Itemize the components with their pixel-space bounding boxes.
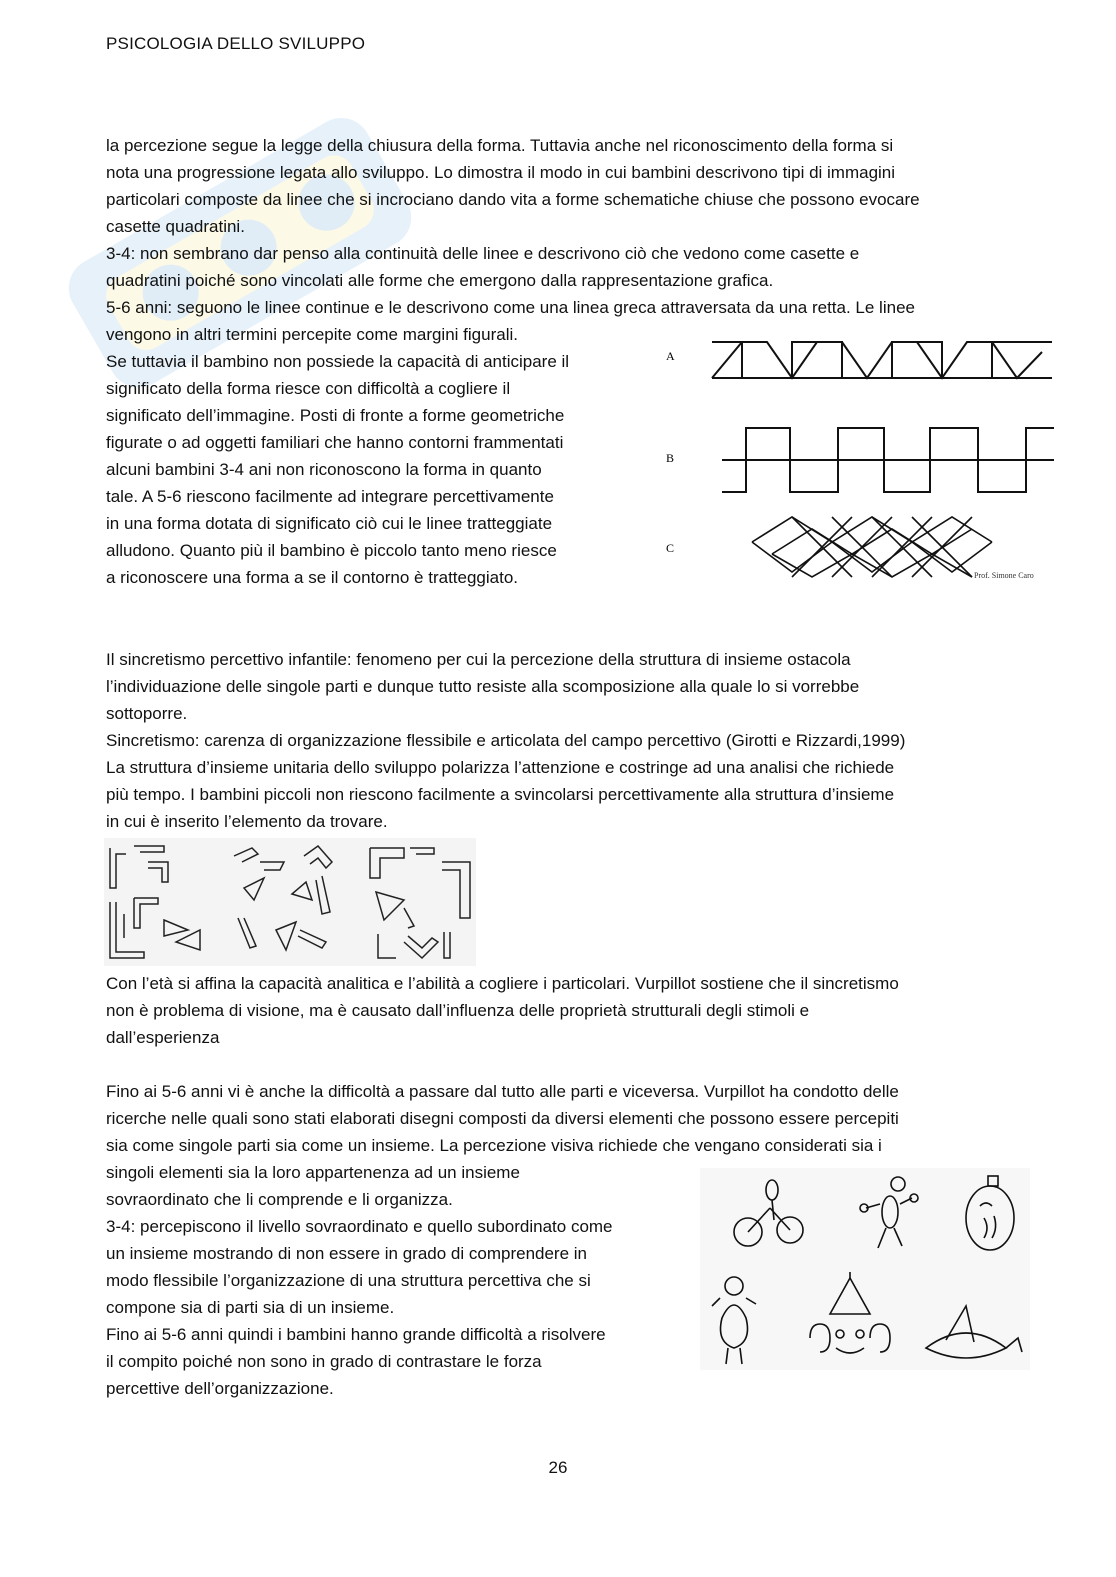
text-line: sovraordinato che li comprende e li organizza.: [106, 1190, 453, 1209]
text-line: un insieme mostrando di non essere in grado di comprendere in: [106, 1244, 587, 1263]
text-line: la percezione segue la legge della chiusura della forma. Tuttavia anche nel riconoscimento della forma si: [106, 136, 894, 155]
text-line: dall’esperienza: [106, 1028, 220, 1047]
text-line: quadratini poiché sono vincolati alle forme che emergono dalla rappresentazione grafica.: [106, 271, 774, 290]
text-line: a riconoscere una forma a se il contorno è tratteggiato.: [106, 568, 519, 587]
text-line: alcuni bambini 3-4 ani non riconoscono la forma in quanto: [106, 460, 542, 479]
text-line: figurate o ad oggetti familiari che hanno contorni frammentati: [106, 433, 564, 452]
text-line: La struttura d’insieme unitaria dello sviluppo polarizza l’attenzione e costringe ad una analisi che richiede: [106, 758, 895, 777]
text-line: in una forma dotata di significato ciò cui le linee tratteggiate: [106, 514, 553, 533]
paragraph-analytic-ability: [106, 970, 899, 1051]
paragraph-whole-parts: [106, 1078, 899, 1159]
text-line: sia come singole parti sia come un insieme. La percezione visiva richiede che vengano considerati sia i: [106, 1136, 882, 1155]
text-line: vengono in altri termini percepite come margini figurali.: [106, 325, 518, 344]
text-line: sottoporre.: [106, 704, 188, 723]
figure-fragmented-shapes: [104, 838, 476, 966]
pattern-a: [712, 342, 1052, 378]
figure-credit: Prof. Simone Caro: [974, 571, 1034, 580]
pattern-b: [722, 428, 1054, 492]
text-line: alludono. Quanto più il bambino è piccolo tanto meno riesce: [106, 541, 557, 560]
text-line: Fino ai 5-6 anni vi è anche la difficoltà a passare dal tutto alle parti e viceversa. Vurpillot ha condotto delle: [106, 1082, 899, 1101]
text-line: 3-4: non sembrano dar penso alla continuità delle linee e descrivono ciò che vedono come casette e: [106, 244, 860, 263]
figure-composite-drawings: [700, 1168, 1030, 1370]
text-line: modo flessibile l’organizzazione di una struttura percettiva che si: [106, 1271, 591, 1290]
text-line: tale. A 5-6 riescono facilmente ad integrare percettivamente: [106, 487, 554, 506]
figure-label-b: B: [666, 451, 675, 465]
figure-label-a: A: [666, 349, 675, 363]
figure-label-c: C: [666, 541, 675, 555]
text-line: Sincretismo: carenza di organizzazione flessibile e articolata del campo percettivo (Girotti e Rizzardi,1999): [106, 731, 906, 750]
text-line: compone sia di parti sia di un insieme.: [106, 1298, 395, 1317]
text-line: Il sincretismo percettivo infantile: fenomeno per cui la percezione della struttura di insieme ostacola: [106, 650, 851, 669]
text-line: il compito poiché non sono in grado di contrastare le forza: [106, 1352, 542, 1371]
text-line: particolari composte da linee che si incrociano dando vita a forme schematiche chiuse che possono evocare: [106, 190, 920, 209]
paragraph-syncretism: [106, 646, 905, 835]
running-header: PSICOLOGIA DELLO SVILUPPO: [106, 34, 366, 53]
text-line: 3-4: percepiscono il livello sovraordinato e quello subordinato come: [106, 1217, 613, 1236]
text-line: più tempo. I bambini piccoli non riescono facilmente a svincolarsi percettivamente alla struttura d’insieme: [106, 785, 895, 804]
text-line: singoli elementi sia la loro appartenenza ad un insieme: [106, 1163, 520, 1182]
text-line: Fino ai 5-6 anni quindi i bambini hanno grande difficoltà a risolvere: [106, 1325, 606, 1344]
paragraph-form-closure: [106, 132, 920, 348]
paragraph-fragmented-contours: [106, 348, 636, 591]
text-line: 5-6 anni: seguono le linee continue e le descrivono come una linea greca attraversata da una retta. Le linee: [106, 298, 915, 317]
text-line: non è problema di visione, ma è causato dall’influenza delle proprietà strutturali degli stimoli e: [106, 1001, 810, 1020]
paragraph-superordinate: [106, 1159, 686, 1402]
text-line: significato dell’immagine. Posti di fronte a forme geometriche: [106, 406, 565, 425]
page-number: 26: [548, 1458, 568, 1477]
text-line: ricerche nelle quali sono stati elaborati disegni composti da diversi elementi che possono essere percepiti: [106, 1109, 899, 1128]
pattern-c: [752, 517, 992, 577]
text-line: percettive dell’organizzazione.: [106, 1379, 334, 1398]
text-line: casette quadratini.: [106, 217, 245, 236]
text-line: Se tuttavia il bambino non possiede la capacità di anticipare il: [106, 352, 570, 371]
text-line: in cui è inserito l’elemento da trovare.: [106, 812, 388, 831]
text-line: Con l’età si affina la capacità analitica e l’abilità a cogliere i particolari. Vurpillot sostiene che il sincretismo: [106, 974, 899, 993]
text-line: nota una progressione legata allo sviluppo. Lo dimostra il modo in cui bambini descrivono tipi di immagini: [106, 163, 896, 182]
figure-line-patterns: [662, 332, 1062, 582]
text-line: significato della forma riesce con difficoltà a cogliere il: [106, 379, 511, 398]
text-line: l’individuazione delle singole parti e dunque tutto resiste alla scomposizione alla quale lo si vorrebbe: [106, 677, 860, 696]
